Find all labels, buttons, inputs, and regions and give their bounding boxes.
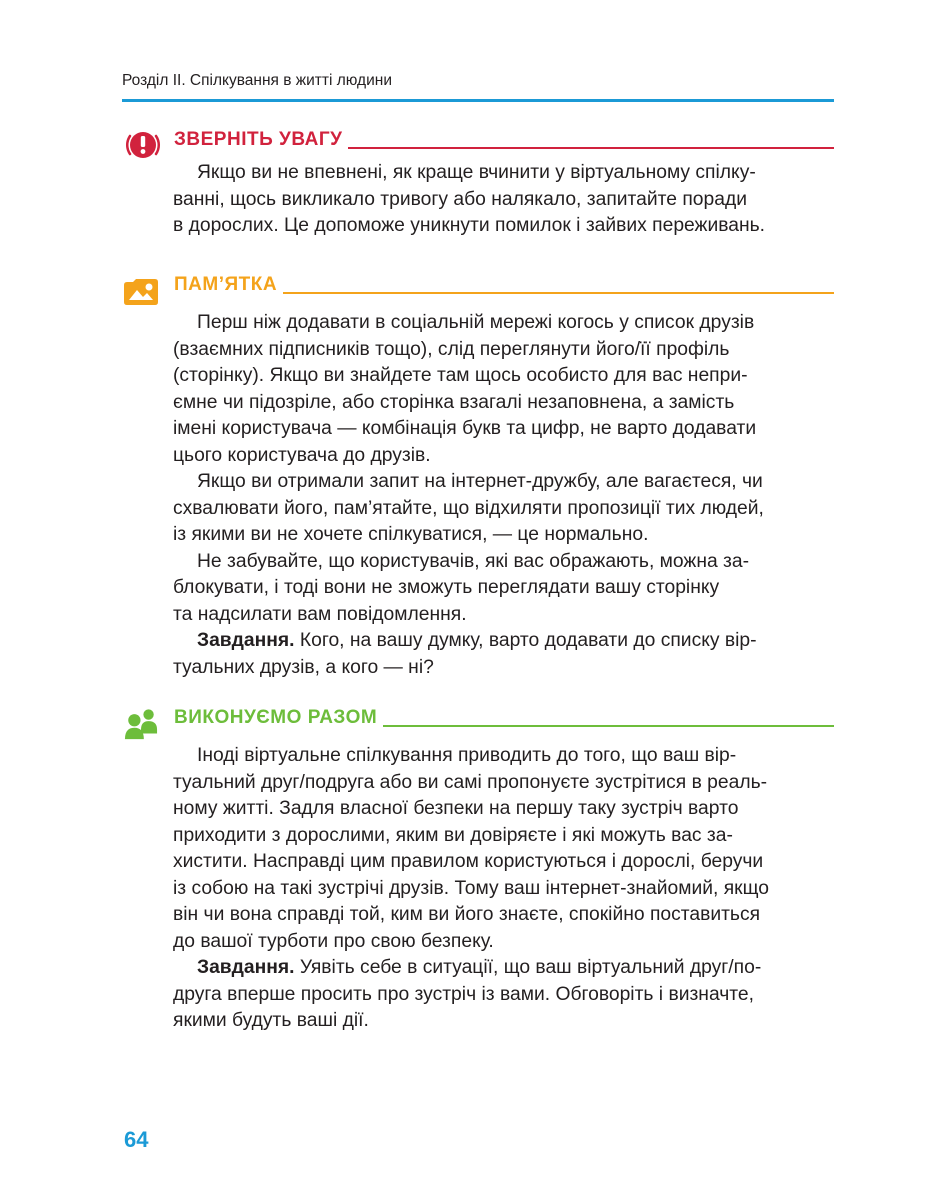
together-section — [122, 705, 834, 1035]
page-number: 64 — [124, 1127, 149, 1152]
people-icon — [122, 707, 160, 741]
text-line: якими будуть ваші дії. — [173, 1010, 369, 1031]
text-line: Перш ніж додавати в соціальній мережі когось у список друзів — [197, 312, 755, 333]
text-line: ному житті. Задля власної безпеки на першу таку зустріч варто — [173, 798, 739, 819]
text-line: (взаємних підписників тощо), слід переглянути його/її профіль — [173, 338, 730, 360]
memo-heading — [122, 272, 834, 300]
text-line: в дорослих. Це допоможе уникнути помилок і зайвих переживань. — [173, 215, 766, 236]
text-line: Уявіть себе в ситуації, що ваш віртуальний друг/по- — [294, 957, 762, 978]
text-line: до вашої турботи про свою безпеку. — [173, 930, 494, 952]
text-line: Іноді віртуальне спілкування приводить до того, що ваш вір- — [197, 745, 737, 766]
memo-text — [173, 310, 834, 681]
text-line: блокувати, і тоді вони не зможуть переглядати вашу сторінку — [173, 577, 720, 598]
text-line: ємне чи підозріле, або сторінка взагалі незаповнена, а замість — [173, 391, 735, 413]
attention-section — [122, 127, 834, 240]
memo-paragraph-3 — [173, 549, 834, 629]
text-line: друга вперше просить про зустріч із вами. Обговоріть і визначте, — [173, 983, 754, 1005]
text-line: із якими ви не хочете спілкуватися, — це нормально. — [173, 524, 649, 545]
memo-task — [173, 628, 834, 681]
text-line: туальних друзів, а кого — ні? — [173, 656, 434, 678]
attention-heading — [122, 127, 834, 155]
task-label: Завдання. — [197, 630, 295, 651]
attention-text — [173, 160, 834, 240]
header-rule — [122, 99, 834, 102]
memo-title: ПАМ’ЯТКА — [174, 274, 283, 296]
text-line: туальний друг/подруга або ви самі пропонуєте зустрітися в реаль- — [173, 771, 768, 793]
text-line: імені користувача — комбінація букв та цифр, не варто додавати — [173, 418, 757, 439]
memo-image-icon — [122, 276, 160, 310]
memo-paragraph-2 — [173, 469, 834, 549]
text-line: хистити. Насправді цим правилом користуються і дорослі, беручи — [173, 851, 764, 872]
exclamation-circle-icon — [124, 128, 162, 162]
text-line: та надсилати вам повідомлення. — [173, 603, 467, 625]
text-line: він чи вона справді той, ким ви його знаєте, спокійно поставиться — [173, 904, 761, 925]
text-line: цього користувача до друзів. — [173, 444, 431, 466]
together-text — [173, 743, 834, 1035]
text-line: Кого, на вашу думку, варто додавати до списку вір- — [294, 630, 757, 651]
text-line: схвалювати його, пам’ятайте, що відхиляти пропозиції тих людей, — [173, 497, 764, 519]
together-title: ВИКОНУЄМО РАЗОМ — [174, 707, 383, 729]
text-line: із собою на такі зустрічі друзів. Тому ваш інтернет-знайомий, якщо — [173, 877, 769, 899]
text-line: Якщо ви отримали запит на інтернет-дружбу, але вагаєтеся, чи — [197, 471, 763, 492]
together-task — [173, 955, 834, 1035]
task-label: Завдання. — [197, 957, 295, 978]
together-paragraph-1 — [173, 743, 834, 955]
memo-section — [122, 272, 834, 681]
together-heading — [122, 705, 834, 733]
page-header: Розділ ІІ. Спілкування в житті людини — [122, 72, 392, 89]
memo-paragraph-1 — [173, 310, 834, 469]
attention-title: ЗВЕРНІТЬ УВАГУ — [174, 129, 348, 151]
text-line: ванні, щось викликало тривогу або налякало, запитайте поради — [173, 188, 747, 210]
text-line: Якщо ви не впевнені, як краще вчинити у віртуальному спілку- — [197, 162, 756, 183]
text-line: Не забувайте, що користувачів, які вас ображають, можна за- — [197, 550, 750, 572]
text-line: (сторінку). Якщо ви знайдете там щось особисто для вас непри- — [173, 365, 748, 386]
text-line: приходити з дорослими, яким ви довіряєте і які можуть вас за- — [173, 824, 733, 846]
